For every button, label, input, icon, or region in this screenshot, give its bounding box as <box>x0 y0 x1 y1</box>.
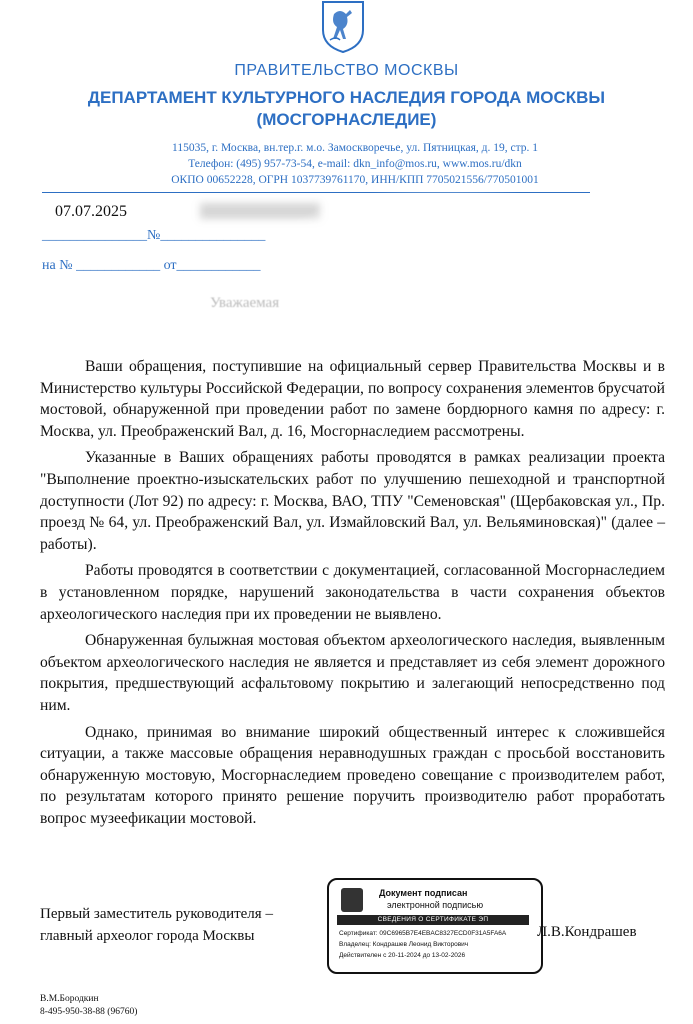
department-address: 115035, г. Москва, вн.тер.г. м.о. Замоскворечье, ул. Пятницкая, д. 19, стр. 1 <box>172 142 538 154</box>
moscow-coat-of-arms-icon <box>320 0 366 54</box>
signatory-position-line1: Первый заместитель руководителя – <box>40 906 273 922</box>
body-paragraph: Обнаруженная булыжная мостовая объектом археологического наследия, выявленным объектом археологического наследия не является и представляет из себя элемент дорожного покрытия, предшествующий асфальтовому покрытию и залегающий непосредственно под ним. <box>40 632 665 714</box>
signatory-position-line2: главный археолог города Москвы <box>40 928 255 944</box>
department-title: ДЕПАРТАМЕНТ КУЛЬТУРНОГО НАСЛЕДИЯ ГОРОДА МОСКВЫ <box>87 88 606 107</box>
body-paragraph: Однако, принимая во внимание широкий общественный интерес к сложившейся ситуации, а также массовые обращения неравнодушных граждан с просьбой восстановить обнаруженную мостовую, Мосгорнаследием проведено совещание с производителем работ, по результатам которого принято решение поручить производителю работ проработать вопрос музеефикации мостовой. <box>40 723 665 827</box>
department-short-name: (МОСГОРНАСЛЕДИЕ) <box>256 110 437 129</box>
salutation: Уважаемая <box>210 295 280 311</box>
body-paragraph: Ваши обращения, поступившие на официальный сервер Правительства Москвы и в Министерство культуры Российской Федерации, по вопросу сохранения элементов брусчатой мостовой, обнаруженной при проведении работ по замене бордюрного камня по адресу: г. Москва, ул. Преображенский Вал, д. 16, Мосгорнаследием рассмотрены. <box>40 358 665 440</box>
electronic-signature-stamp <box>327 878 543 974</box>
department-contacts: Телефон: (495) 957-73-54, e-mail: dkn_info@mos.ru, www.mos.ru/dkn <box>188 158 522 170</box>
incoming-number-line: на № ____________ от____________ <box>42 258 261 273</box>
signatory-position <box>40 903 273 947</box>
moscow-emblem-icon <box>341 888 363 912</box>
executor-name: В.М.Бородкин <box>40 994 99 1004</box>
outgoing-number-line: _______________№_______________ <box>42 228 266 243</box>
signatory-name: Л.В.Кондрашев <box>537 924 637 940</box>
executor-phone: 8-495-950-38-88 (96760) <box>40 1007 138 1017</box>
redaction-overlay <box>280 190 610 320</box>
body-paragraph: Указанные в Ваших обращениях работы проводятся в рамках реализации проекта "Выполнение проектно-изыскательских работ по улучшению пешеходной и транспортной доступности (Лот 92) по адресу: г. Москва, ВАО, ТПУ "Семеновская" (Щербаковская ул., Пр. проезд № 64, ул. Преображенский Вал, ул. Измайловский Вал, ул. Вельяминовская)" (далее – работы). <box>40 449 665 553</box>
stamp-certificate-id: Сертификат: 09C6965B7E4EBAC8327ECD0F31A5FA6A <box>339 930 507 937</box>
stamp-owner: Владелец: Кондрашев Леонид Викторович <box>339 941 469 948</box>
department-codes: ОКПО 00652228, ОГРН 1037739761170, ИНН/КПП 7705021556/770501001 <box>171 174 539 186</box>
stamp-validity: Действителен с 20-11-2024 до 13-02-2026 <box>339 952 466 959</box>
stamp-certificate-header: СВЕДЕНИЯ О СЕРТИФИКАТЕ ЭП <box>337 915 529 925</box>
government-title: ПРАВИТЕЛЬСТВО МОСКВЫ <box>234 62 459 79</box>
letter-date: 07.07.2025 <box>55 203 127 220</box>
letter-body <box>40 356 665 834</box>
stamp-title: Документ подписан <box>379 888 468 898</box>
body-paragraph: Работы проводятся в соответствии с документацией, согласованной Мосгорнаследием в установленном порядке, нарушений законодательства в части сохранения объектов археологического наследия при их проведении не выявлено. <box>40 562 665 623</box>
stamp-subtitle: электронной подписью <box>387 900 484 910</box>
